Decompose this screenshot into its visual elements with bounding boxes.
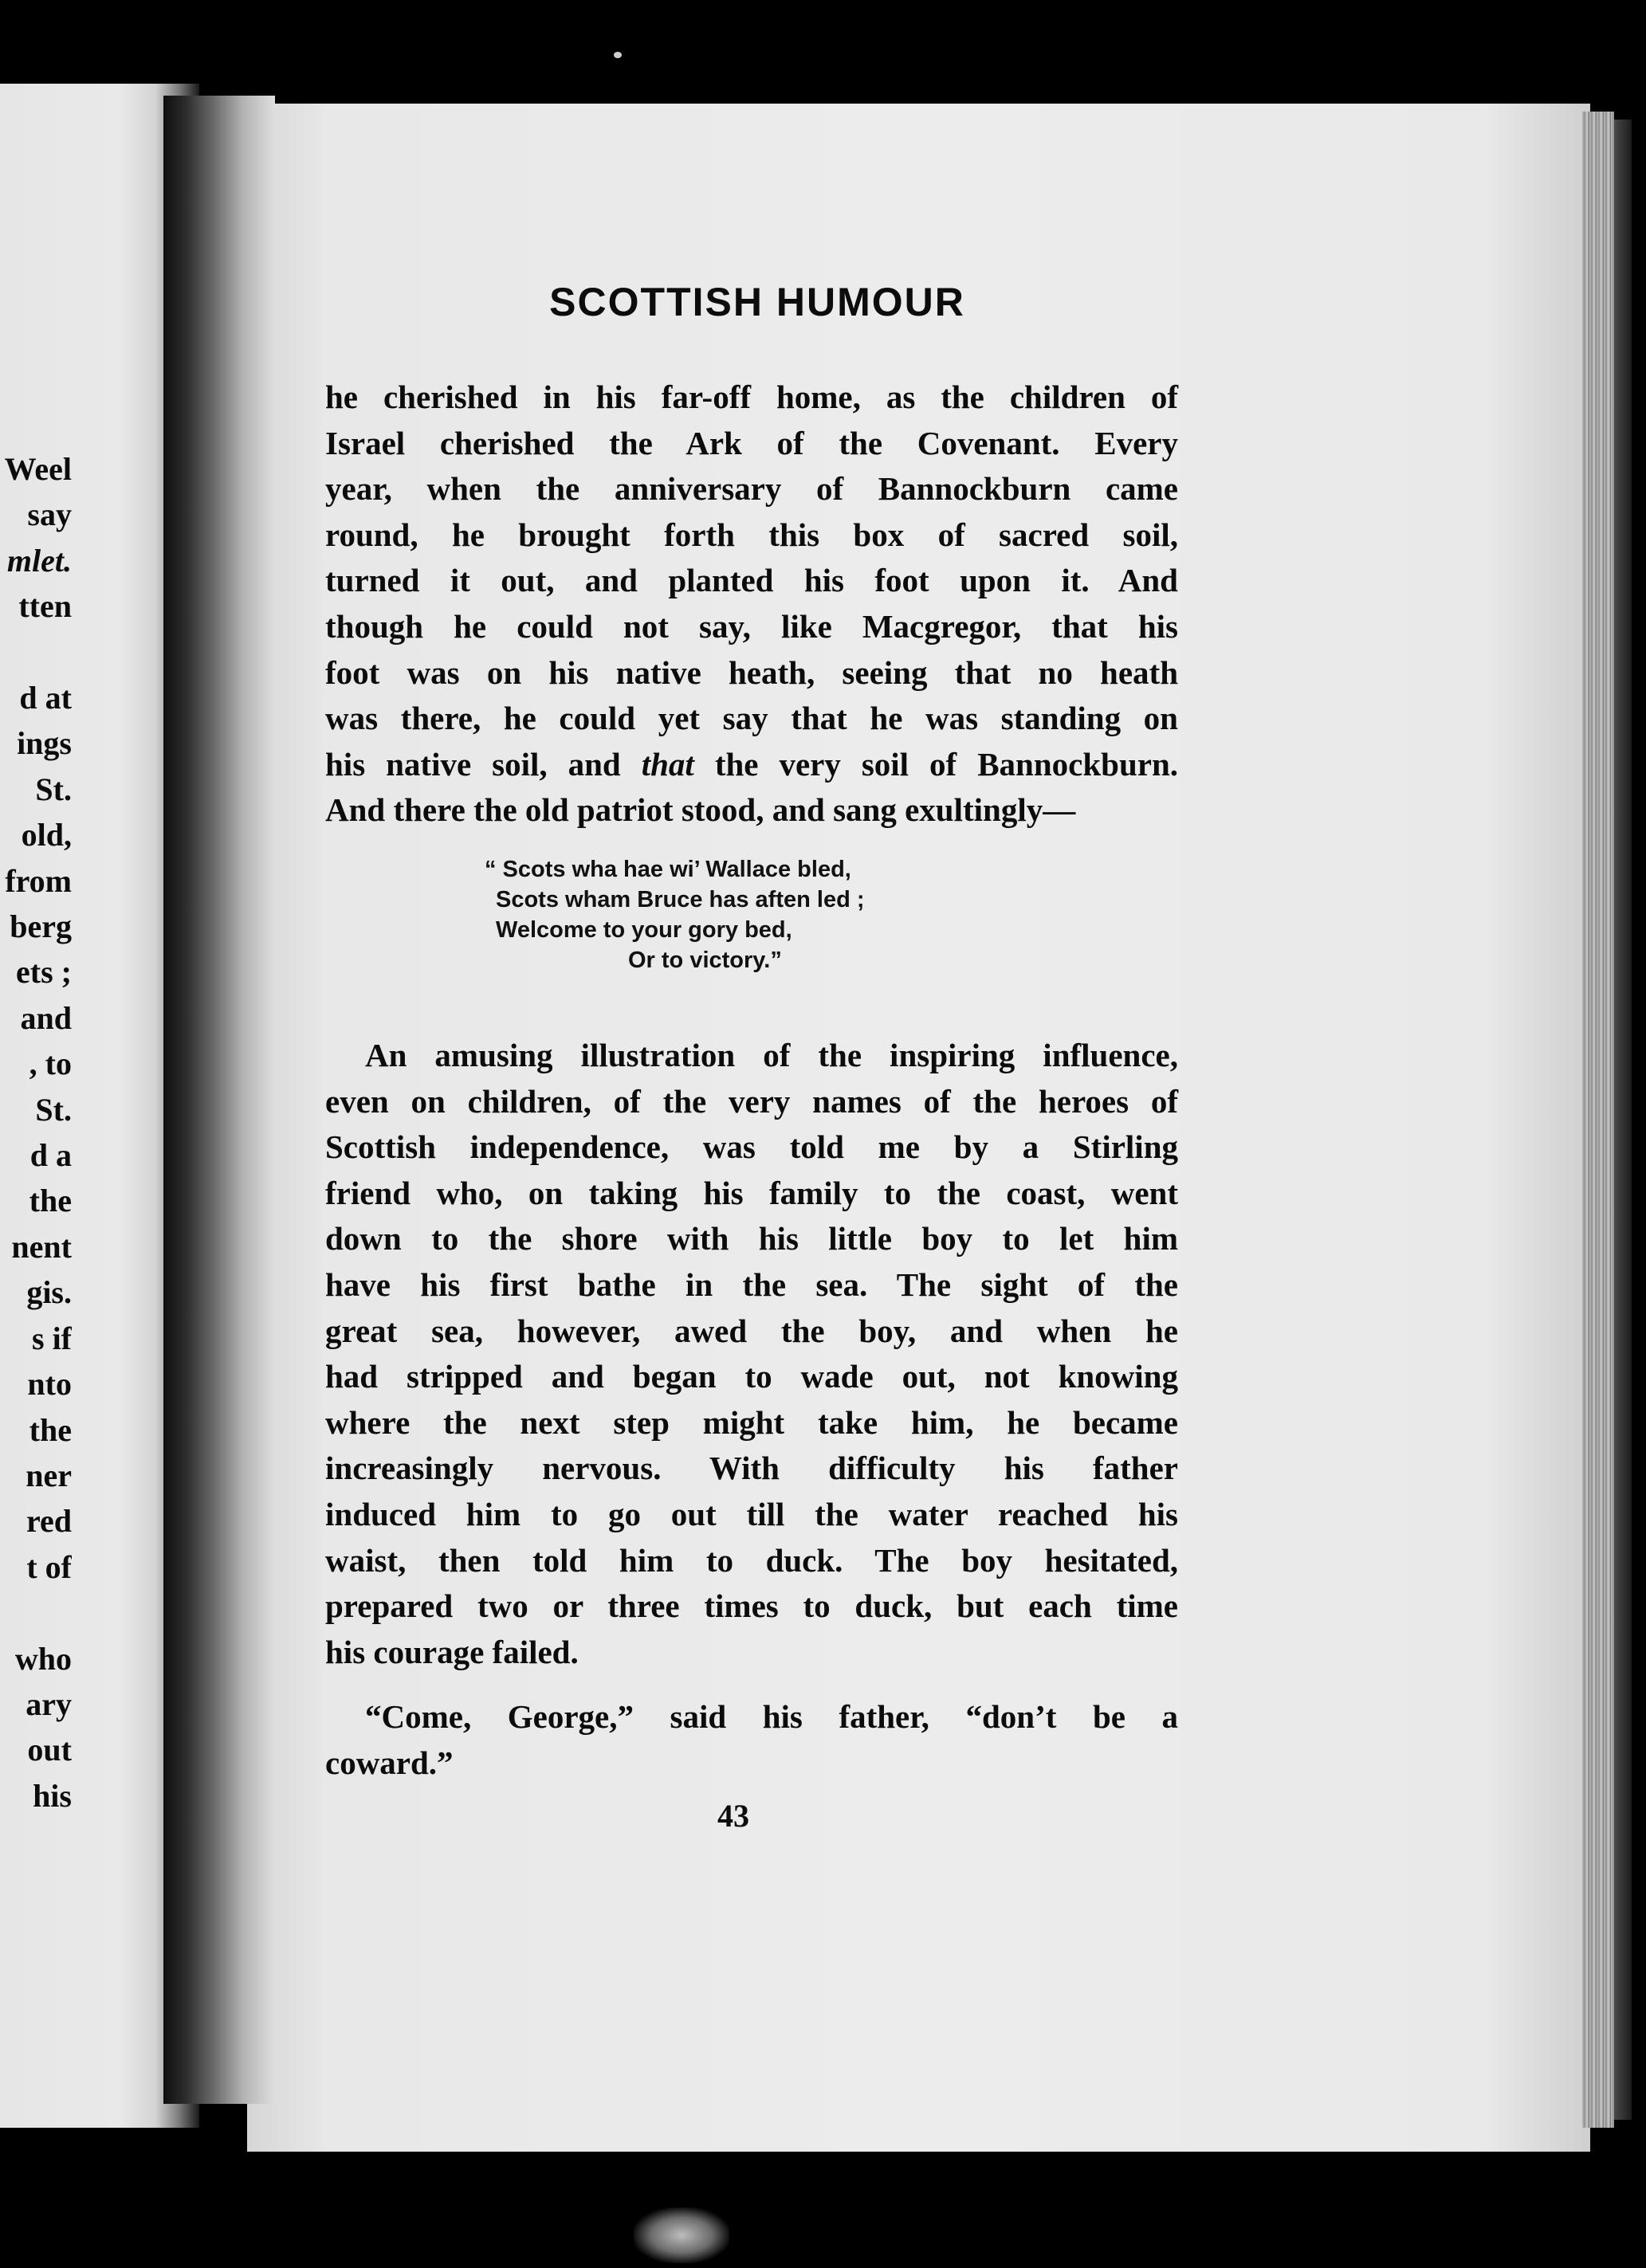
facing-line: ings	[17, 725, 72, 762]
page-edges	[1582, 112, 1614, 2128]
facing-line: nent	[11, 1228, 72, 1265]
text-line: had stripped and began to wade out, not knowing	[325, 1358, 1178, 1395]
text-line: coward.”	[325, 1744, 454, 1781]
facing-line: ary	[26, 1685, 72, 1722]
text-line: have his first bathe in the sea. The sight of the	[325, 1265, 1178, 1303]
facing-line: d at	[19, 680, 72, 716]
paragraph-illustration	[325, 1033, 1178, 1675]
facing-line: St.	[35, 771, 72, 807]
text-line: year, when the anniversary of Bannockburn came	[325, 470, 1178, 508]
facing-line: , to	[29, 1046, 72, 1082]
paragraph-continued	[325, 375, 1178, 834]
text-line: And there the old patriot stood, and sang exultingly—	[325, 791, 1076, 829]
text-line: foot was on his native heath, seeing that no heath	[325, 653, 1178, 691]
facing-line: the	[29, 1411, 72, 1448]
scan-artifact	[634, 2207, 729, 2263]
facing-line: who	[14, 1640, 72, 1677]
facing-line: berg	[10, 908, 72, 945]
text-line: turned it out, and planted his foot upon it. And	[325, 562, 1178, 599]
facing-line: the	[29, 1183, 72, 1219]
facing-line: s if	[32, 1320, 72, 1356]
emphasis-word: that	[641, 745, 694, 783]
text-line: down to the shore with his little boy to let him	[325, 1220, 1178, 1258]
facing-line: red	[26, 1503, 72, 1540]
text-line: friend who, on taking his family to the coast, went	[325, 1174, 1178, 1211]
text-line: where the next step might take him, he became	[325, 1403, 1178, 1441]
dust-speck	[614, 52, 622, 58]
text-line: his courage failed.	[325, 1633, 579, 1670]
verse-line: Welcome to your gory bed,	[496, 917, 792, 943]
facing-line-gap	[0, 630, 72, 675]
text-line: he cherished in his far-off home, as the children of	[325, 379, 1178, 415]
text-segment: his native soil, and	[325, 745, 621, 783]
facing-line: nto	[27, 1366, 72, 1403]
facing-line: old,	[21, 817, 72, 853]
text-line: Israel cherished the Ark of the Covenant. Every	[325, 424, 1178, 461]
facing-line: and	[20, 999, 72, 1036]
text-line: increasingly nervous. With difficulty his father	[325, 1450, 1178, 1487]
text-line: though he could not say, like Macgregor, that his	[325, 607, 1178, 645]
facing-line: his	[33, 1777, 72, 1814]
verse-line: Scots wham Bruce has aften led ;	[496, 887, 865, 912]
facing-line: ner	[26, 1457, 72, 1493]
book-cover-edge	[1614, 120, 1632, 2120]
text-line: round, he brought forth this box of sacred soil,	[325, 516, 1178, 553]
facing-line: from	[5, 862, 72, 899]
facing-line: out	[27, 1732, 72, 1768]
facing-line: gis.	[26, 1274, 72, 1311]
verse-line: “ Scots wha hae wi’ Wallace bled,	[485, 857, 851, 882]
text-line: was there, he could yet say that he was standing on	[325, 700, 1178, 737]
book-gutter-shadow	[163, 96, 275, 2104]
facing-line: d a	[29, 1137, 72, 1174]
verse-line: Or to victory.”	[628, 948, 782, 973]
text-line: Scottish independence, was told me by a Stirling	[325, 1128, 1178, 1166]
paragraph-dialogue	[325, 1694, 1178, 1786]
facing-page-text	[0, 446, 72, 1819]
facing-line: mlet.	[6, 542, 72, 579]
facing-line: ets ;	[16, 954, 72, 991]
text-line-with-emphasis	[325, 742, 1178, 788]
text-line: great sea, however, awed the boy, and when he	[325, 1312, 1178, 1349]
verse-quotation	[485, 854, 1043, 975]
text-line: induced him to go out till the water reached his	[325, 1495, 1178, 1532]
facing-line: St.	[35, 1091, 72, 1128]
facing-line: t of	[26, 1548, 72, 1585]
text-segment: the very soil of Bannockburn.	[714, 745, 1178, 783]
facing-line-gap	[0, 1590, 72, 1635]
page-number: 43	[717, 1798, 749, 1834]
text-line: prepared two or three times to duck, but each time	[325, 1587, 1178, 1625]
text-line: An amusing illustration of the inspiring influence,	[365, 1037, 1178, 1073]
text-line: waist, then told him to duck. The boy hesitated,	[325, 1541, 1178, 1579]
running-header: SCOTTISH HUMOUR	[549, 280, 965, 324]
text-line: even on children, of the very names of the heroes of	[325, 1082, 1178, 1120]
facing-line: Weel	[4, 451, 72, 487]
facing-line: tten	[18, 588, 72, 625]
text-line: “Come, George,” said his father, “don’t be a	[365, 1698, 1178, 1735]
facing-line: say	[27, 496, 72, 533]
